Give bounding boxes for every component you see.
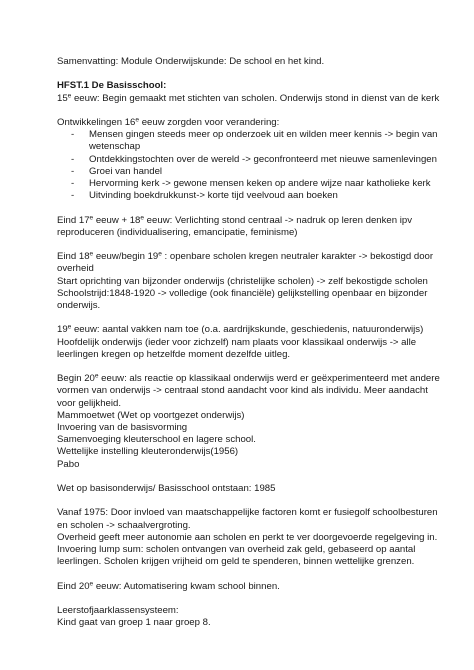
list-item: - Hervorming kerk -> gewone mensen keken op andere wijze naar katholieke kerk [71, 178, 431, 189]
bullet-dash: - [71, 190, 75, 202]
document-body [57, 56, 447, 629]
paragraph-special-education: Start oprichting van bijzonder onderwijs (christelijke scholen) -> zelf bekostigde scholen [57, 275, 428, 287]
paragraph-lump-sum: Invoering lump sum: scholen ontvangen van overheid zak geld, gebaseerd op aantal leerlingen. Scholen krijgen vrijheid om geld te spenderen, binnen wettelijke grenzen. [57, 544, 416, 568]
list-item: - Ontdekkingstochten over de wereld -> geconfronteerd met nieuwe samenlevingen [71, 153, 437, 165]
line-mammoetwet: Mammoetwet (Wet op voortgezet onderwijs) [57, 409, 245, 421]
list-item: - Groei van handel [71, 165, 163, 177]
paragraph-from-1975: Vanaf 1975: Door invloed van maatschappelijke factoren komt er fusiegolf schoolbesturen en scholen -> schaalvergroting. [57, 507, 438, 531]
paragraph-individual-education: Hoofdelijk onderwijs (ieder voor zichzelf) nam plaats voor klassikaal onderwijs -> alle leerlingen kregen op hetzelfde moment dezelfde uitleg. [57, 336, 417, 360]
line-kleuteronderwijs: Wettelijke instelling kleuteronderwijs(1956) [57, 446, 239, 458]
developments-list [57, 129, 447, 202]
bullet-dash: - [71, 153, 75, 165]
paragraph-year-class-system: Kind gaat van groep 1 naar groep 8. [57, 617, 211, 629]
chapter-heading: HFST.1 De Basisschool: [57, 80, 167, 92]
paragraph-autonomy: Overheid geeft meer autonomie aan scholen en perkt te ver doorgevoerde regelgeving in. [57, 531, 438, 543]
paragraph-primary-education-act: Wet op basisonderwijs/ Basisschool ontstaan: 1985 [57, 483, 276, 494]
heading-year-class-system: Leerstofjaarklassensysteem: [57, 604, 179, 616]
paragraph-school-struggle: Schoolstrijd:1848-1920 -> volledige (ook financiële) gelijkstelling openbaar en bijzonder onderwijs. [57, 287, 428, 311]
bullet-dash: - [71, 165, 75, 177]
developments-intro: Ontwikkelingen 16e eeuw zorgden voor verandering: [57, 116, 280, 128]
bullet-dash: - [71, 129, 75, 141]
document-title: Samenvatting: Module Onderwijskunde: De school en het kind. [57, 56, 325, 67]
line-samenvoeging: Samenvoeging kleuterschool en lagere school. [57, 434, 256, 446]
line-pabo: Pabo [57, 458, 80, 470]
list-item: - Mensen gingen steeds meer op onderzoek uit en wilden meer kennis -> begin van wetenschap [71, 129, 438, 153]
paragraph-end-20th-century: Eind 20e eeuw: Automatisering kwam school binnen. [57, 580, 280, 592]
line-basisvorming: Invoering van de basisvorming [57, 422, 188, 433]
paragraph-17-18th-century: Eind 17e eeuw + $18^e$ eeuw: Verlichting stond centraal -> nadruk op leren denken ipv reproduceren (individualisering, emancipatie, feminisme) [57, 214, 413, 238]
paragraph-18-19th-century: Eind 18e eeuw/begin 19e : openbare scholen kregen neutraler karakter -> bekostigd door overheid [57, 250, 434, 275]
paragraph-15th-century: 15e eeuw: Begin gemaakt met stichten van scholen. Onderwijs stond in dienst van de kerk [57, 92, 440, 104]
paragraph-19th-century: 19e eeuw: aantal vakken nam toe (o.a. aardrijkskunde, geschiedenis, natuuronderwijs) [57, 323, 424, 336]
paragraph-20th-century: Begin 20e eeuw: als reactie op klassikaal onderwijs werd er geëxperimenteerd met andere vormen van onderwijs -> centraal stond aandacht voor kind als individu. Meer aandacht voor gelijkheid. [57, 372, 440, 409]
list-item: - Uitvinding boekdrukkunst-> korte tijd veelvoud aan boeken [71, 190, 338, 202]
bullet-dash: - [71, 178, 75, 189]
